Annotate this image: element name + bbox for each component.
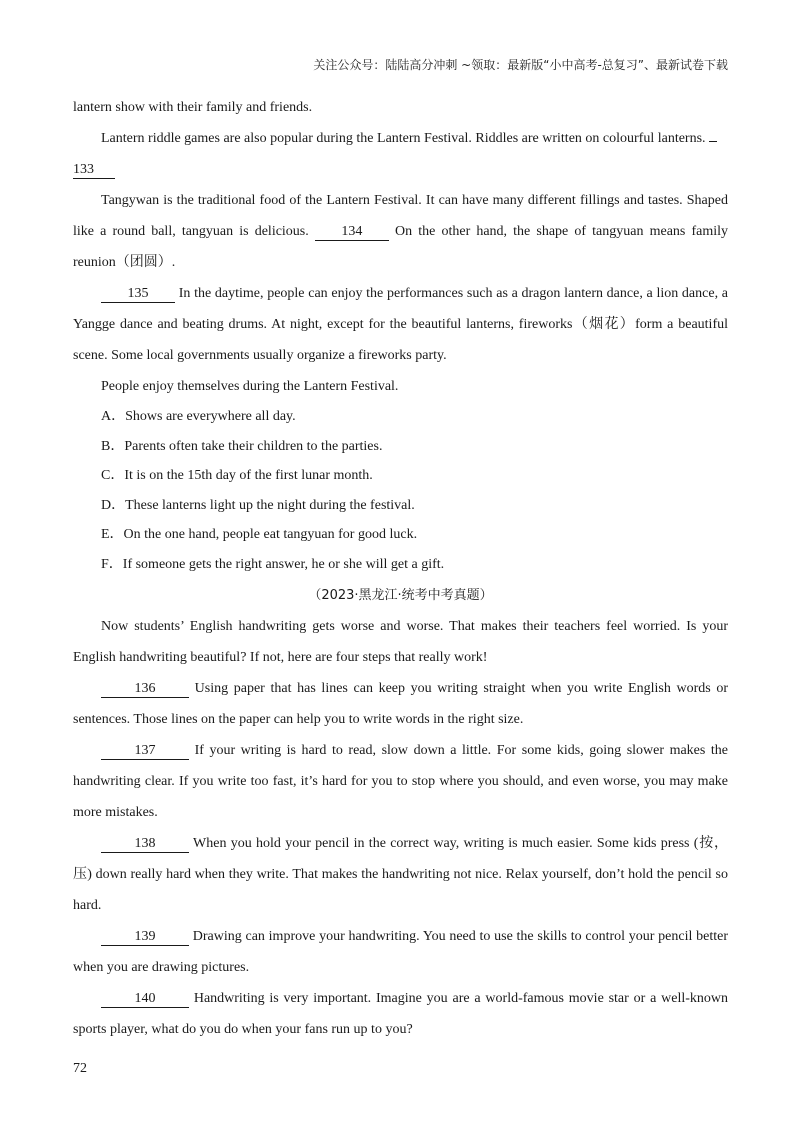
blank-138: 138 [101, 836, 189, 853]
blank-140: 140 [101, 991, 189, 1008]
option-e: E．On the one hand, people eat tangyuan for good luck. [101, 527, 418, 543]
blank-135: 135 [101, 286, 175, 303]
text-139: Drawing can improve your handwriting. You need to use the skills to control your pencil better when you are drawing pictures. [73, 928, 728, 975]
text-140: Handwriting is very important. Imagine you are a world-famous movie star or a well-known sports player, what do you do when your fans run up to you? [73, 990, 729, 1037]
option-c: C．It is on the 15th day of the first lunar month. [101, 468, 373, 484]
blank-134: 134 [315, 224, 389, 241]
paragraph-intro: Now students’ English handwriting gets worse and worse. That makes their teachers feel worried. Is your English handwriting beautiful? If not, here are four steps that really work! [73, 618, 728, 665]
source-label: （2023·黑龙江·统考中考真题） [308, 587, 493, 603]
paragraph-tangyuan [73, 185, 728, 278]
option-f: F．If someone gets the right answer, he or she will get a gift. [101, 556, 445, 572]
paragraph-139 [73, 921, 728, 983]
option-d: D．These lanterns light up the night during the festival. [101, 497, 415, 513]
tangyuan-text-b: On the other hand, the shape of tangyuan means family reunion（团圆）. [73, 224, 729, 270]
paragraph-enjoy: People enjoy themselves during the Lantern Festival. [101, 379, 399, 394]
blank-line [709, 141, 717, 142]
option-a: A．Shows are everywhere all day. [101, 409, 296, 424]
blank-137: 137 [101, 743, 189, 760]
document-body [73, 92, 728, 1045]
text-137: If your writing is hard to read, slow down a little. For some kids, going slower makes the handwriting clear. If you write too fast, it’s hard for you to stop where you should, and even worse, you may make more mistakes. [73, 742, 728, 820]
paragraph-140 [73, 983, 728, 1045]
blank-139: 139 [101, 929, 189, 946]
paragraph-daytime [73, 278, 728, 371]
tangyuan-text-a: Tangywan is the traditional food of the Lantern Festival. It can have many different fillings and tastes. Shaped like a round ball, tangyuan is delicious. [73, 193, 728, 239]
riddle-text: Lantern riddle games are also popular during the Lantern Festival. Riddles are written on colourful lanterns. [101, 131, 706, 146]
text-136: Using paper that has lines can keep you writing straight when you write English words or sentences. Those lines on the paper can help you to write words in the right size. [73, 680, 729, 727]
text-138: When you hold your pencil in the correct way, writing is much easier. Some kids press (按，压) down really hard when they write. That makes the handwriting not nice. Relax yourself, don’t hold the pencil so hard. [73, 835, 728, 913]
blank-136: 136 [101, 681, 189, 698]
page-header: 关注公众号：陆陆高分冲刺 ~领取：最新版“小中高考-总复习”、最新试卷下载 [313, 58, 728, 72]
paragraph-138 [73, 828, 728, 921]
daytime-text: In the daytime, people can enjoy the performances such as a dragon lantern dance, a lion dance, a Yangge dance and beating drums. At night, except for the beautiful lanterns, fireworks（烟花）form a beautiful scene. Some local governments usually organize a fireworks party. [73, 286, 728, 363]
paragraph-137 [73, 735, 728, 828]
page-number: 72 [73, 1061, 87, 1076]
paragraph-136 [73, 673, 728, 735]
option-b: B．Parents often take their children to the parties. [101, 438, 383, 454]
blank-133: 133 [73, 162, 115, 179]
paragraph-riddle [73, 123, 728, 185]
paragraph-continued: lantern show with their family and friends. [73, 100, 313, 115]
